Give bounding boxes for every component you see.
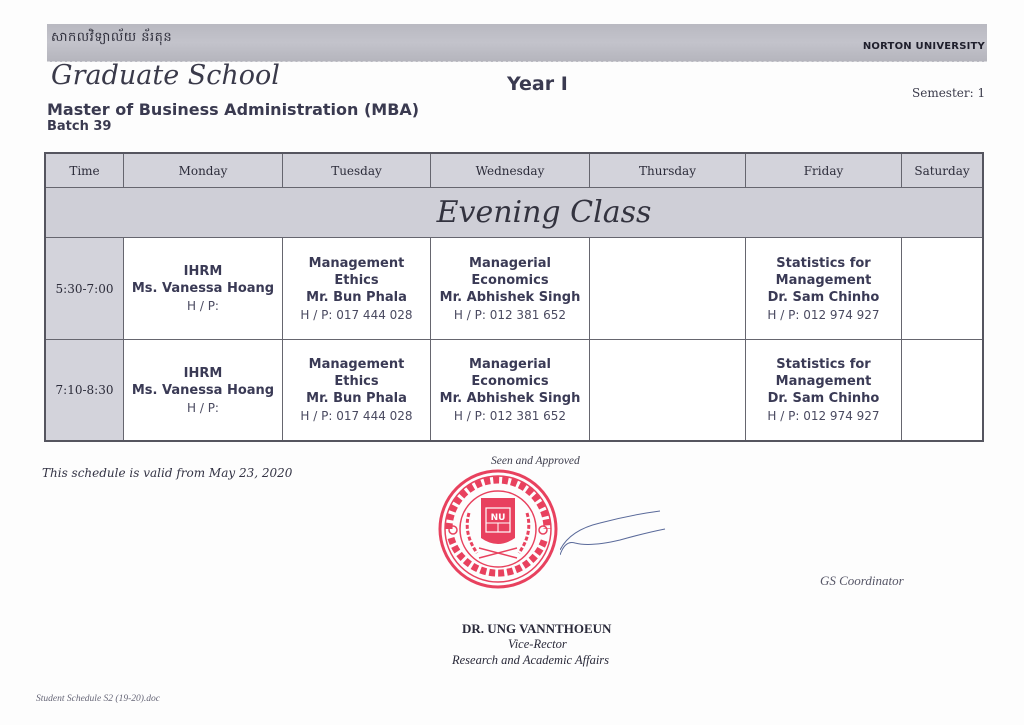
class-cell-wednesday [431, 340, 590, 440]
seen-approved-label: Seen and Approved [491, 455, 580, 467]
school-title: Graduate School [51, 60, 280, 91]
class-teacher: Dr. Sam Chinho [767, 289, 880, 305]
schedule-table [44, 152, 984, 442]
class-teacher: Dr. Sam Chinho [767, 391, 880, 406]
class-title: Statistics for [776, 357, 871, 372]
column-header-wednesday: Wednesday [431, 154, 590, 187]
column-header-friday: Friday [746, 154, 902, 187]
class-title: Management [775, 374, 872, 389]
class-title: Management [775, 272, 872, 288]
class-cell-tuesday [283, 340, 431, 440]
class-cell-saturday [902, 340, 982, 440]
class-title: Economics [471, 374, 549, 389]
class-phone: H / P: 017 444 028 [300, 409, 413, 423]
class-cell-friday [746, 238, 902, 339]
class-title: Managerial [469, 255, 551, 271]
class-cell-friday [746, 340, 902, 440]
class-phone: H / P: 017 444 028 [300, 307, 413, 322]
class-phone: H / P: [187, 299, 219, 313]
section-title-row [46, 188, 982, 238]
signer-role: Vice-Rector [508, 637, 567, 651]
class-phone: H / P: 012 974 927 [767, 409, 880, 423]
column-header-tuesday: Tuesday [283, 154, 431, 187]
class-phone: H / P: 012 381 652 [453, 307, 567, 322]
class-phone: H / P: 012 381 652 [453, 409, 567, 423]
class-teacher: Mr. Bun Phala [306, 391, 407, 406]
class-title: Management [308, 255, 405, 271]
class-cell-thursday [590, 238, 746, 339]
time-slot: 5:30-7:00 [46, 238, 124, 339]
university-seal-icon [437, 468, 559, 590]
column-header-thursday: Thursday [590, 154, 746, 187]
class-phone: H / P: 012 974 927 [767, 307, 880, 322]
time-slot: 7:10-8:30 [46, 340, 124, 440]
university-name: NORTON UNIVERSITY [862, 41, 985, 52]
class-cell-saturday [902, 238, 982, 339]
class-cell-thursday [590, 340, 746, 440]
class-title: Economics [471, 272, 549, 288]
class-title: IHRM [183, 264, 223, 279]
gs-coordinator-label: GS Coordinator [820, 573, 904, 588]
class-title: Managerial [469, 357, 551, 372]
section-title: Evening Class [436, 195, 652, 230]
class-title: IHRM [183, 365, 223, 381]
class-title: Management [308, 357, 405, 372]
khmer-university-name: សាកលវិទ្យាល័យ ន័រតុន [51, 30, 173, 45]
column-header-time: Time [46, 154, 124, 187]
class-title: Ethics [334, 272, 379, 288]
document-filename: Student Schedule S2 (19-20).doc [36, 694, 160, 704]
column-header-monday: Monday [124, 154, 283, 187]
header-banner [47, 24, 987, 62]
class-cell-monday [124, 340, 283, 440]
class-cell-tuesday [283, 238, 431, 339]
class-teacher: Mr. Abhishek Singh [439, 391, 581, 406]
table-row [46, 340, 982, 440]
validity-note: This schedule is valid from May 23, 2020 [42, 466, 293, 480]
semester-label: Semester: 1 [912, 86, 986, 100]
class-cell-wednesday [431, 238, 590, 339]
class-teacher: Mr. Abhishek Singh [439, 289, 581, 305]
class-title: Statistics for [776, 255, 871, 271]
class-teacher: Ms. Vanessa Hoang [131, 382, 275, 398]
class-phone: H / P: [187, 400, 219, 415]
table-header-row [46, 154, 982, 188]
batch-label: Batch 39 [47, 119, 112, 134]
svg-text:NU: NU [490, 513, 506, 523]
class-teacher: Ms. Vanessa Hoang [131, 281, 275, 296]
year-label: Year I [507, 73, 568, 95]
signer-name: DR. UNG VANNTHOEUN [462, 621, 612, 636]
class-title: Ethics [334, 374, 379, 389]
signature-icon [560, 505, 670, 565]
class-cell-monday [124, 238, 283, 339]
signer-department: Research and Academic Affairs [452, 653, 610, 667]
program-title: Master of Business Administration (MBA) [47, 100, 420, 119]
column-header-saturday: Saturday [902, 154, 982, 187]
class-teacher: Mr. Bun Phala [306, 289, 407, 305]
table-row [46, 238, 982, 340]
